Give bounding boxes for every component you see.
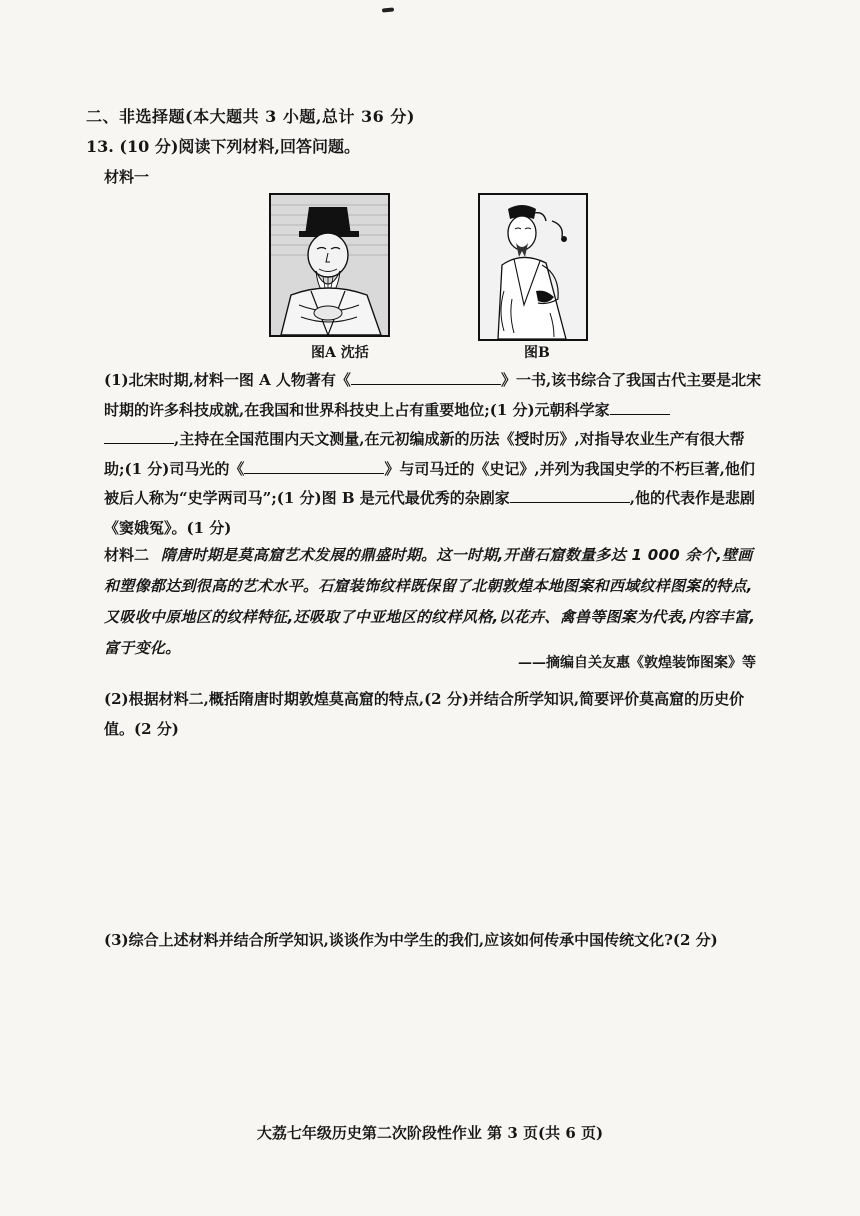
answer-blank-scientist-b[interactable]	[104, 427, 174, 444]
material2-label: 材料二	[104, 546, 150, 564]
answer-blank-playwright[interactable]	[510, 486, 630, 503]
part2-question: (2)根据材料二,概括隋唐时期敦煌莫高窟的特点,(2 分)并结合所学知识,简要评价莫高窟的历史价值。(2 分)	[104, 690, 745, 738]
material1-label: 材料一	[104, 168, 150, 186]
section-title: 二、非选择题(本大题共 3 小题,总计 36 分)	[86, 107, 415, 126]
scan-mark	[382, 7, 394, 12]
portrait-shen-kuo-image	[269, 193, 390, 337]
part1-text-4: 》与司马迁的《史记》,并列为我国史学的不朽巨著,他们被后人称为“史学两司马”;(1 分)图 B 是元代最优秀的杂剧家	[104, 459, 755, 507]
answer-blank-book[interactable]	[351, 368, 501, 385]
part1-text-3: ,主持在全国范围内天文测量,在元初编成新的历法《授时历》,对指导农业生产有很大帮助;(1 分)司马光的《	[104, 430, 745, 478]
part1-text-2: 》一书,该书综合了我国古代主要是北宋时期的许多科技成就,在我国和世界科技史上占有重要地位;(1 分)元朝科学家	[104, 371, 762, 419]
part1-text-1: (1)北宋时期,材料一图 A 人物著有《	[104, 371, 351, 389]
page-footer: 大荔七年级历史第二次阶段性作业 第 3 页(共 6 页)	[256, 1124, 604, 1142]
answer-blank-history-book[interactable]	[244, 457, 384, 474]
part3-question: (3)综合上述材料并结合所学知识,谈谈作为中学生的我们,应该如何传承中国传统文化?(2 分)	[104, 931, 718, 949]
part1-text-5: ,他的代表作是悲剧《窦娥冤》。(1 分)	[104, 489, 756, 537]
material2-text: 隋唐时期是莫高窟艺术发展的鼎盛时期。这一时期,开凿石窟数量多达 1 000 余个,壁画和塑像都达到很高的艺术水平。石窟装饰纹样既保留了北朝敦煌本地图案和西域纹样图案的特点,又吸收中原地区的纹样特征,还吸取了中亚地区的纹样风格,以花卉、禽兽等图案为代表,内容丰富,富于变化。	[104, 546, 756, 657]
material2-paragraph	[104, 540, 756, 664]
material2-source: ——摘编自关友惠《敦煌装饰图案》等	[518, 655, 756, 671]
portrait-playwright-image	[478, 193, 588, 341]
question-title: 13. (10 分)阅读下列材料,回答问题。	[86, 137, 360, 156]
answer-blank-scientist-a[interactable]	[610, 398, 670, 415]
part1-paragraph	[104, 366, 764, 543]
figure-a-caption: 图A 沈括	[311, 345, 369, 361]
figure-b-caption: 图B	[524, 345, 550, 361]
